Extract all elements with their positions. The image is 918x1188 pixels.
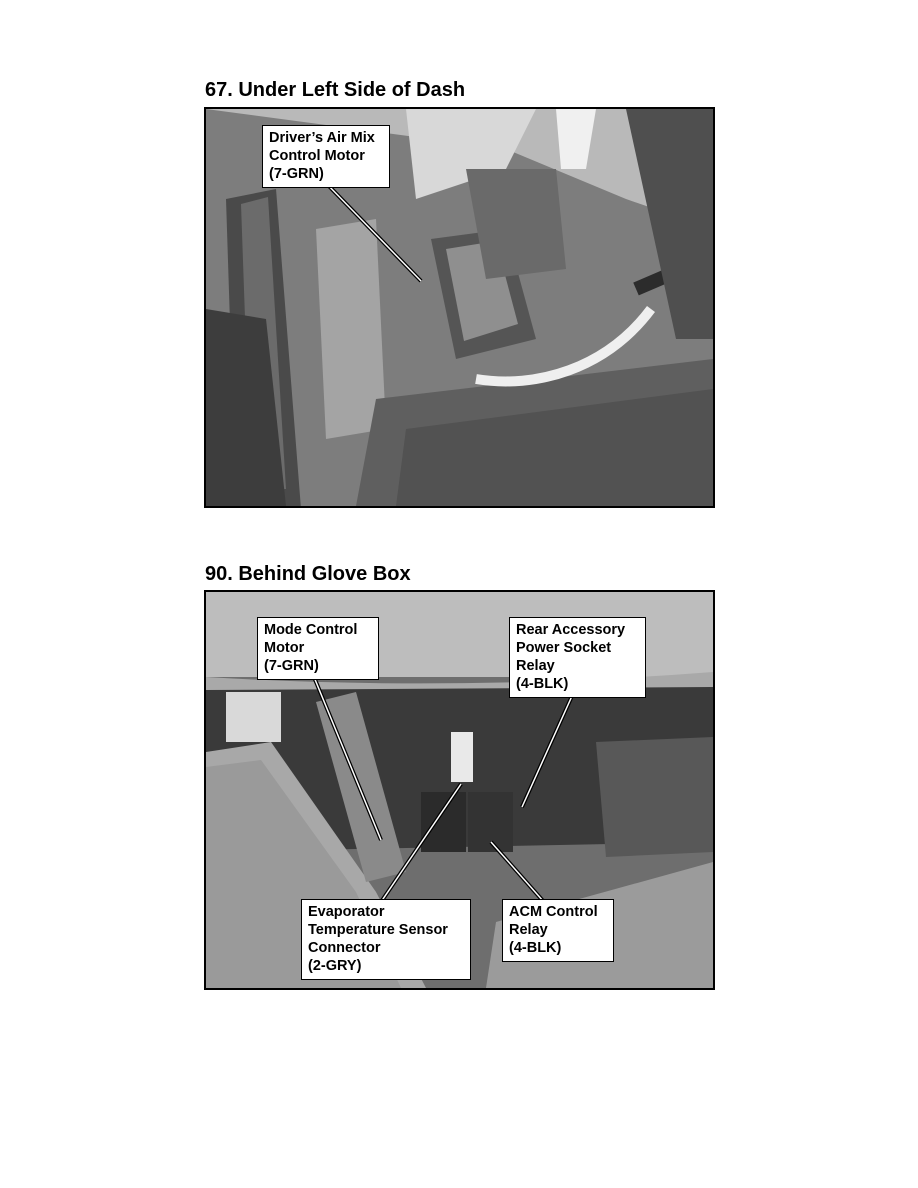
callout-line: (7-GRN) <box>269 166 324 182</box>
callout-line: Mode Control <box>264 622 358 638</box>
callout-line: (7-GRN) <box>264 658 319 674</box>
callout-line: (4-BLK) <box>516 676 569 692</box>
figure-2-heading: 90. Behind Glove Box <box>205 563 411 585</box>
mode-control-motor-callout <box>257 617 379 680</box>
air-mix-motor-callout <box>262 125 390 188</box>
callout-line: (4-BLK) <box>509 940 562 956</box>
callout-line: Evaporator <box>308 904 385 920</box>
figure-1-heading: 67. Under Left Side of Dash <box>205 79 466 101</box>
callout-line: Rear Accessory <box>516 622 626 638</box>
rear-accessory-relay-callout <box>509 617 646 698</box>
figure-2-photo <box>204 590 715 990</box>
callout-line: Temperature Sensor <box>308 922 448 938</box>
callout-line: Relay <box>516 658 555 674</box>
callout-line: (2-GRY) <box>308 958 362 974</box>
callout-line: Relay <box>509 922 548 938</box>
callout-line: Driver’s Air Mix <box>269 130 375 146</box>
callout-line: Power Socket <box>516 640 612 656</box>
callout-line: Control Motor <box>269 148 365 164</box>
callout-line: Connector <box>308 940 381 956</box>
evaporator-sensor-callout <box>301 899 471 980</box>
figure-1-photo <box>204 107 715 508</box>
acm-control-relay-callout <box>502 899 614 962</box>
callout-line: ACM Control <box>509 904 598 920</box>
callout-line: Motor <box>264 640 305 656</box>
